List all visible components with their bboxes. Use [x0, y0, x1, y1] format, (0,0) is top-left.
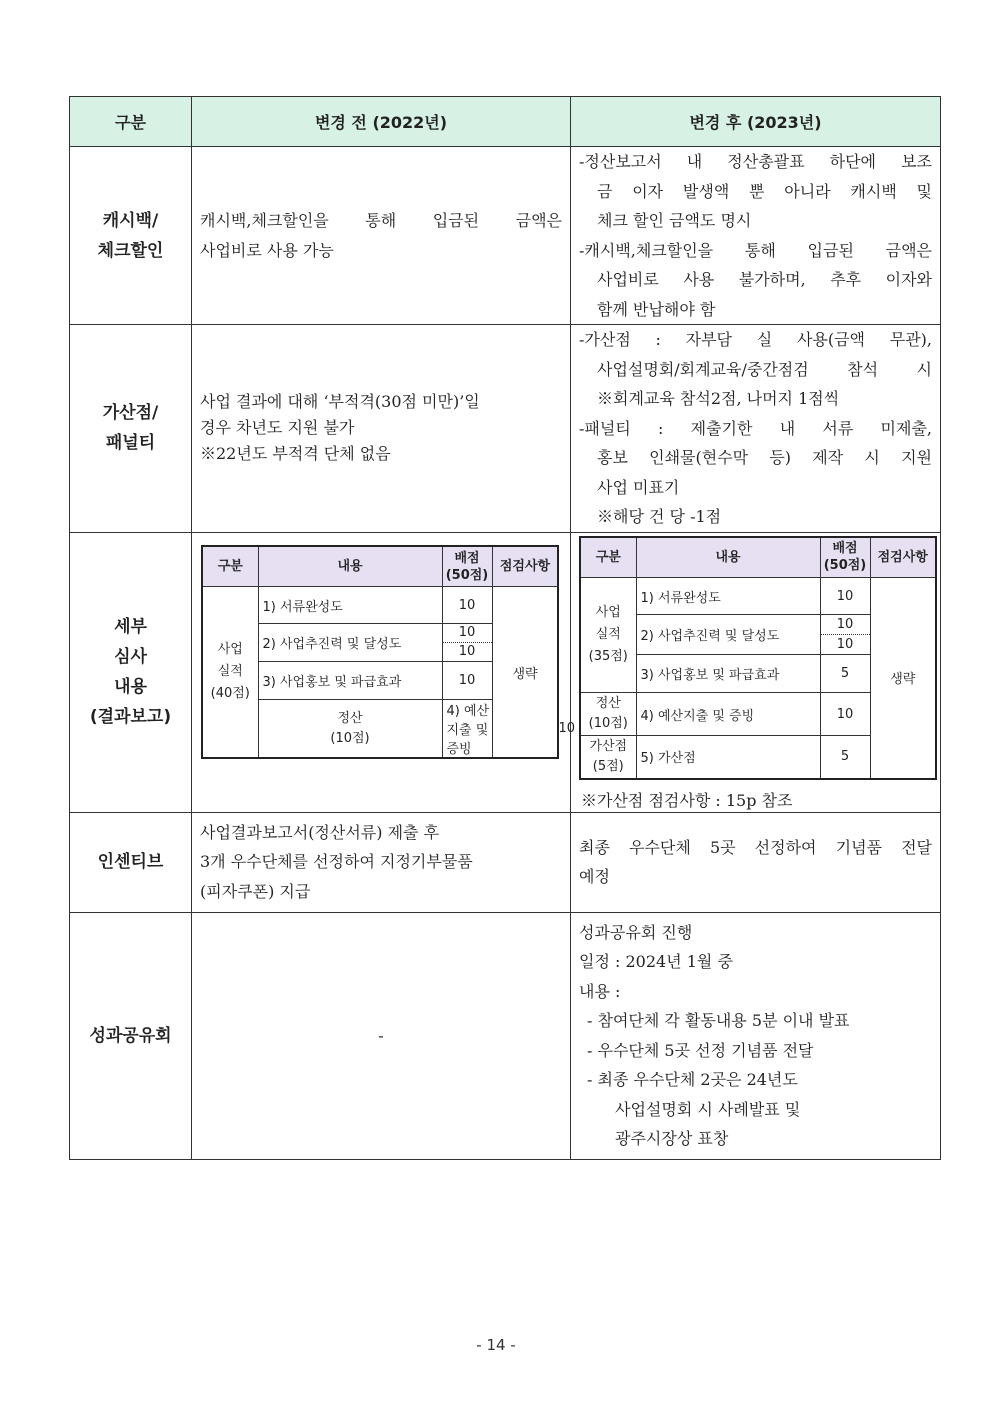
after-item-4: 4) 예산지출 및 증빙: [636, 693, 820, 736]
category-sharing: 성과공유회: [70, 912, 192, 1159]
after-th-content: 내용: [636, 537, 820, 578]
after-score-3: 5: [820, 655, 870, 693]
after-score-4: 10: [820, 693, 870, 736]
after-group-settlement: 정산 (10점): [580, 693, 636, 736]
header-category: 구분: [70, 97, 192, 147]
after-sharing: 성과공유회 진행 일정 : 2024년 1월 중 내용 : - 참여단체 각 활동내용 5분 이내 발표 - 우수단체 5곳 선정 기념품 전달 - 최종 우수단체 2곳은 24년도 사업설명회 시 사례발표 및 광주시장상 표창: [571, 912, 941, 1159]
row-review: [70, 532, 941, 812]
before-bonus-penalty: 사업 결과에 대해 ‘부적격(30점 미만)’일 경우 차년도 지원 불가 ※22년도 부적격 단체 없음: [192, 325, 571, 533]
after-review: [571, 532, 941, 812]
before-item-3: 3) 사업홍보 및 파급효과: [258, 662, 442, 700]
header-row: [70, 97, 941, 147]
after-score-2: 10 10: [820, 615, 870, 655]
before-sharing: -: [192, 912, 571, 1159]
row-incentive: [70, 812, 941, 912]
comparison-table: [69, 96, 941, 1160]
after-cashback: -정산보고서 내 정산총괄표 하단에 보조 금 이자 발생액 뿐 아니라 캐시백 및 체크 할인 금액도 명시 -캐시백,체크할인을 통해 입금된 금액은 사업비로 사용 불가하며, 추후 이자와 함께 반납해야 함: [571, 147, 941, 325]
after-item-5: 5) 가산점: [636, 736, 820, 779]
before-th-score: 배점 (50점): [442, 546, 492, 587]
after-group-bonus: 가산점 (5점): [580, 736, 636, 779]
category-bonus-penalty: 가산점/ 패널티: [70, 325, 192, 533]
before-incentive: 사업결과보고서(정산서류) 제출 후 3개 우수단체를 선정하여 지정기부물품 (피자쿠폰) 지급: [192, 812, 571, 912]
before-th-category: 구분: [202, 546, 258, 587]
before-remark: 생략: [492, 587, 558, 759]
after-item-3: 3) 사업홍보 및 파급효과: [636, 655, 820, 693]
after-review-note: ※가산점 점검사항 : 15p 참조: [581, 790, 793, 810]
before-th-check: 점검사항: [492, 546, 558, 587]
before-score-header: [202, 546, 558, 587]
before-item-2: 2) 사업추진력 및 달성도: [258, 624, 442, 662]
before-cashback: 캐시백,체크할인을 통해 입금된 금액은 사업비로 사용 가능: [192, 147, 571, 325]
row-cashback: [70, 147, 941, 325]
before-item-1: 1) 서류완성도: [258, 587, 442, 624]
after-score-1: 10: [820, 578, 870, 615]
after-incentive: 최종 우수단체 5곳 선정하여 기념품 전달 예정: [571, 812, 941, 912]
before-score-3: 10: [442, 662, 492, 700]
after-th-check: 점검사항: [870, 537, 936, 578]
before-th-content: 내용: [258, 546, 442, 587]
after-group-performance: 사업 실적 (35점): [580, 578, 636, 693]
after-item-2: 2) 사업추진력 및 달성도: [636, 615, 820, 655]
before-group-performance: 사업 실적 (40점): [202, 587, 258, 759]
category-cashback: 캐시백/ 체크할인: [70, 147, 192, 325]
after-bonus-penalty: -가산점 : 자부담 실 사용(금액 무관), 사업설명회/회계교육/중간점검 참석 시 ※회계교육 참석2점, 나머지 1점씩 -패널티 : 제출기한 내 서류 미제출, 홍보 인쇄물(현수막 등) 제작 시 지원 사업 미표기 ※해당 건 당 -1점: [571, 325, 941, 533]
after-th-category: 구분: [580, 537, 636, 578]
header-before: 변경 전 (2022년): [192, 97, 571, 147]
header-after: 변경 후 (2023년): [571, 97, 941, 147]
before-score-table: 구분 내용 배점 (50점) 점검사항 사업 실적 (40점) 1) 서류완성도 10 생략 2) 사업추진력 및 달성도 10 10 3) 사업홍보 및 파급효과 10 정산 (10점) 4) 예산지출 및 증빙 10: [201, 545, 559, 760]
before-item-4: 4) 예산지출 및 증빙: [442, 700, 492, 759]
before-score-1: 10: [442, 587, 492, 624]
page-number: - 14 -: [476, 1336, 516, 1354]
category-incentive: 인센티브: [70, 812, 192, 912]
after-score-5: 5: [820, 736, 870, 779]
after-remark: 생략: [870, 578, 936, 779]
before-review: [192, 532, 576, 812]
category-review: 세부 심사 내용 (결과보고): [70, 532, 192, 812]
before-score-2: 10 10: [442, 624, 492, 662]
after-score-table: [579, 536, 937, 780]
after-score-header: [580, 537, 936, 578]
row-bonus-penalty: [70, 325, 941, 533]
row-sharing: [70, 912, 941, 1159]
after-item-1: 1) 서류완성도: [636, 578, 820, 615]
after-th-score: 배점 (50점): [820, 537, 870, 578]
before-group-settlement: 정산 (10점): [258, 700, 442, 759]
